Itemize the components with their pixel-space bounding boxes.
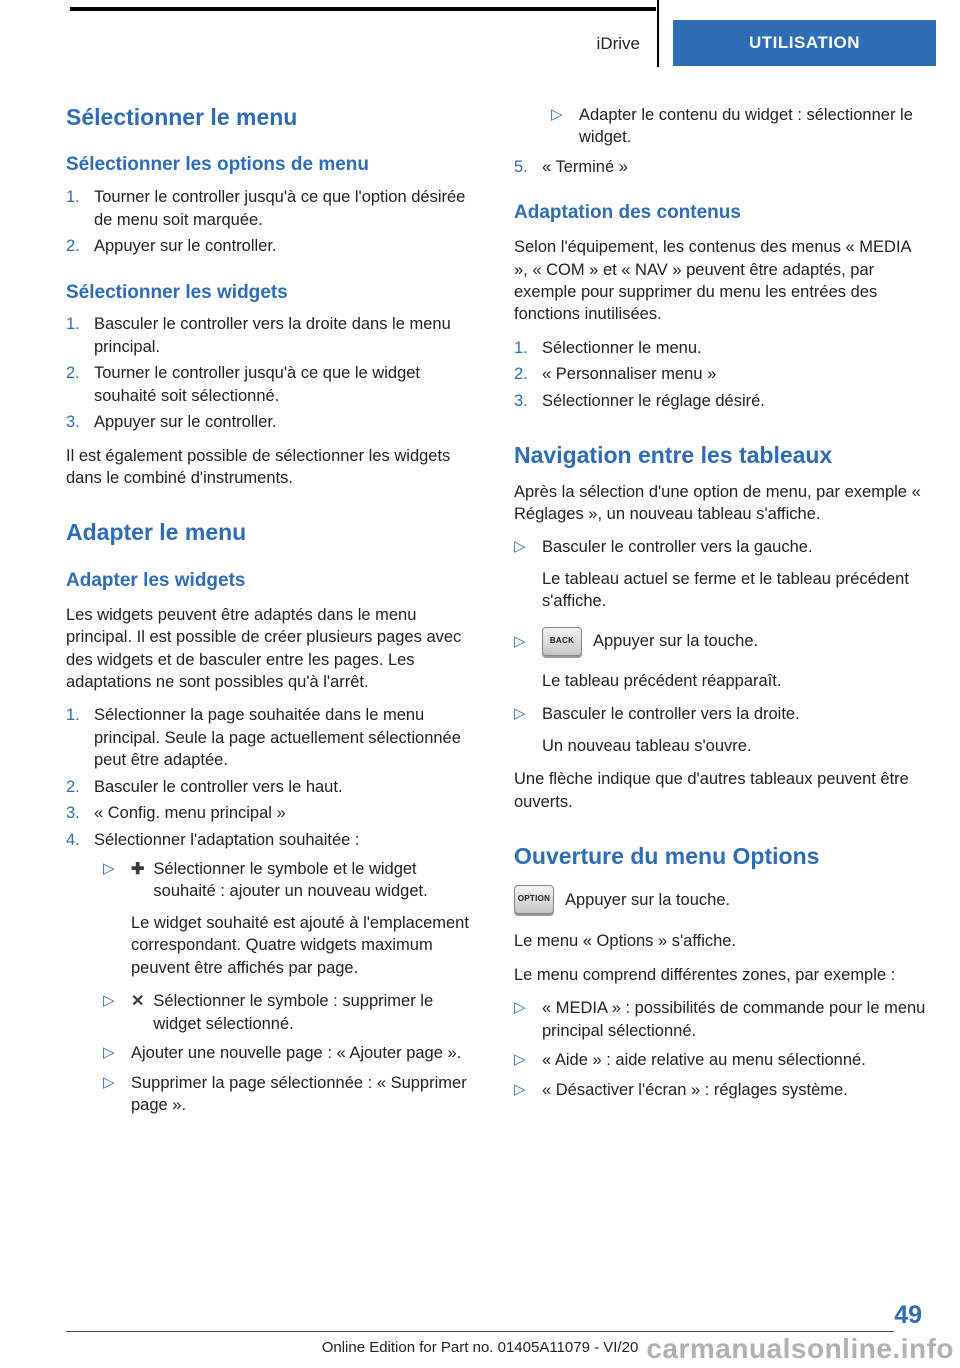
key-instruction [514, 885, 926, 914]
step-number: 2. [514, 365, 528, 384]
step-item [66, 704, 472, 771]
step-number: 2. [66, 364, 80, 383]
subsection-title: Adapter les widgets [66, 569, 246, 591]
triangle-bullet-icon: ▷ [514, 632, 526, 650]
step-number: 5. [514, 157, 528, 176]
header-top-rule [70, 7, 656, 11]
step-number: 1. [66, 706, 80, 725]
bullet-item [514, 627, 926, 656]
step-number: 3. [514, 391, 528, 410]
step-item [514, 363, 926, 385]
triangle-bullet-icon: ▷ [514, 538, 526, 556]
chapter-badge: UTILISATION [673, 20, 936, 66]
triangle-bullet-icon: ▷ [551, 106, 563, 123]
edition-note: Online Edition for Part no. 01405A11079 - VI/20 [321, 1339, 639, 1356]
step-item [514, 337, 926, 359]
bullet-item [103, 858, 472, 903]
paragraph: Après la sélection d'une option de menu, par exemple « Réglages », un nouveau tableau s'affiche. [514, 482, 921, 524]
step-text: Basculer le controller vers la droite dans le menu principal. [94, 315, 451, 356]
step-text: Sélectionner la page souhaitée dans le menu principal. Seule la page actuellement sélectionnée peut être adaptée. [94, 706, 461, 770]
step-number: 1. [66, 315, 80, 334]
watermark: carmanualsonline.info [646, 1333, 954, 1364]
step-number: 2. [66, 237, 80, 256]
step-number: 4. [66, 830, 80, 849]
step-item [66, 829, 472, 851]
item-text: Appuyer sur la touche. [593, 632, 759, 651]
triangle-bullet-icon: ▷ [514, 999, 526, 1017]
bullet-item [103, 990, 472, 1035]
step-item [66, 235, 472, 257]
triangle-bullet-icon: ▷ [514, 1080, 526, 1098]
item-text: Sélectionner le symbole et le widget souhaité : ajouter un nouveau widget. [153, 860, 428, 901]
subsection-title: Sélectionner les options de menu [66, 154, 370, 176]
add-widget-icon: ✚ [131, 861, 145, 879]
item-text: Adapter le contenu du widget : sélectionner le widget. [579, 106, 913, 147]
page-number: 49 [894, 1301, 922, 1329]
header-divider [657, 0, 659, 67]
step-item [66, 776, 472, 798]
step-text: Tourner le controller jusqu'à ce que l'option désirée de menu soit marquée. [94, 188, 466, 229]
sub-paragraph: Le widget souhaité est ajouté à l'emplacement correspondant. Quatre widgets maximum peuvent être affichés par page. [131, 913, 469, 977]
step-item [514, 156, 926, 178]
step-number: 1. [66, 188, 80, 207]
step-number: 2. [66, 777, 80, 796]
item-text: Basculer le controller vers la gauche. [542, 538, 813, 557]
section-title: Ouverture du menu Options [514, 842, 820, 869]
paragraph: Une flèche indique que d'autres tableaux peuvent être ouverts. [514, 770, 909, 811]
bullet-item [514, 997, 926, 1042]
triangle-bullet-icon: ▷ [103, 992, 115, 1010]
section-title: Navigation entre les tableaux [514, 442, 833, 469]
section-title: Sélectionner le menu [66, 104, 298, 130]
back-key-icon: BACK [542, 627, 582, 656]
item-text: « MEDIA » : possibilités de commande pour le menu principal sélectionné. [542, 999, 926, 1040]
option-key-icon: OPTION [514, 885, 554, 914]
subsection-title: Sélectionner les widgets [66, 281, 288, 303]
step-text: Appuyer sur le controller. [94, 237, 277, 256]
section-title: Adapter le menu [66, 519, 247, 546]
step-text: Sélectionner l'adaptation souhaitée : [94, 830, 360, 849]
paragraph: Le menu comprend différentes zones, par exemple : [514, 965, 896, 984]
triangle-bullet-icon: ▷ [514, 1051, 526, 1069]
item-text: Ajouter une nouvelle page : « Ajouter page ». [131, 1044, 462, 1063]
remove-widget-icon: ✕ [131, 993, 145, 1011]
step-number: 1. [514, 338, 528, 357]
item-text: Sélectionner le symbole : supprimer le widget sélectionné. [153, 992, 434, 1033]
step-text: « Config. menu principal » [94, 804, 286, 823]
step-text: « Personnaliser menu » [542, 365, 717, 384]
bullet-item [514, 703, 926, 725]
step-number: 3. [66, 804, 80, 823]
paragraph: Il est également possible de sélectionner les widgets dans le combiné d'instruments. [66, 446, 451, 487]
item-text: Supprimer la page sélectionnée : « Supprimer page ». [131, 1073, 467, 1114]
triangle-bullet-icon: ▷ [103, 1044, 115, 1062]
item-text: « Désactiver l'écran » : réglages système. [542, 1080, 848, 1099]
bullet-item [103, 1072, 472, 1117]
triangle-bullet-icon: ▷ [103, 1073, 115, 1091]
bullet-item [551, 104, 926, 149]
step-item [66, 802, 472, 824]
step-text: Sélectionner le menu. [542, 338, 702, 357]
step-text: Appuyer sur le controller. [94, 413, 277, 432]
bullet-item [103, 1042, 472, 1064]
step-number: 3. [66, 413, 80, 432]
paragraph: Les widgets peuvent être adaptés dans le menu principal. Il est possible de créer plusieurs pages avec des widgets et de basculer entre les pages. Les adaptations ne sont possibles qu'à l'arrêt. [66, 605, 462, 691]
paragraph: Selon l'équipement, les contenus des menus « MEDIA », « COM » et « NAV » peuvent être adaptés, par exemple pour supprimer du menu les entrées des fonctions inutilisées. [514, 238, 911, 324]
step-text: Basculer le controller vers le haut. [94, 777, 343, 796]
step-item [66, 362, 472, 407]
step-text: Tourner le controller jusqu'à ce que le widget souhaité soit sélectionné. [94, 364, 421, 405]
triangle-bullet-icon: ▷ [103, 860, 115, 878]
right-column [514, 104, 926, 1108]
doc-title: iDrive [596, 34, 640, 53]
triangle-bullet-icon: ▷ [514, 705, 526, 723]
item-text: Appuyer sur la touche. [565, 890, 731, 909]
sub-paragraph: Le tableau précédent réapparaît. [542, 671, 782, 690]
step-item [66, 313, 472, 358]
step-item [514, 390, 926, 412]
bullet-item [514, 1079, 926, 1101]
step-item [66, 411, 472, 433]
step-text: Sélectionner le réglage désiré. [542, 391, 765, 410]
item-text: « Aide » : aide relative au menu sélectionné. [542, 1051, 866, 1070]
step-text: « Terminé » [542, 157, 628, 176]
paragraph: Le menu « Options » s'affiche. [514, 932, 737, 951]
left-column [66, 104, 472, 1123]
step-item [66, 186, 472, 231]
item-text: Basculer le controller vers la droite. [542, 705, 800, 724]
sub-paragraph: Le tableau actuel se ferme et le tableau précédent s'affiche. [542, 569, 909, 611]
bullet-item [514, 1049, 926, 1071]
sub-paragraph: Un nouveau tableau s'ouvre. [542, 736, 752, 755]
subsection-title: Adaptation des contenus [514, 202, 741, 224]
bullet-item [514, 536, 926, 558]
